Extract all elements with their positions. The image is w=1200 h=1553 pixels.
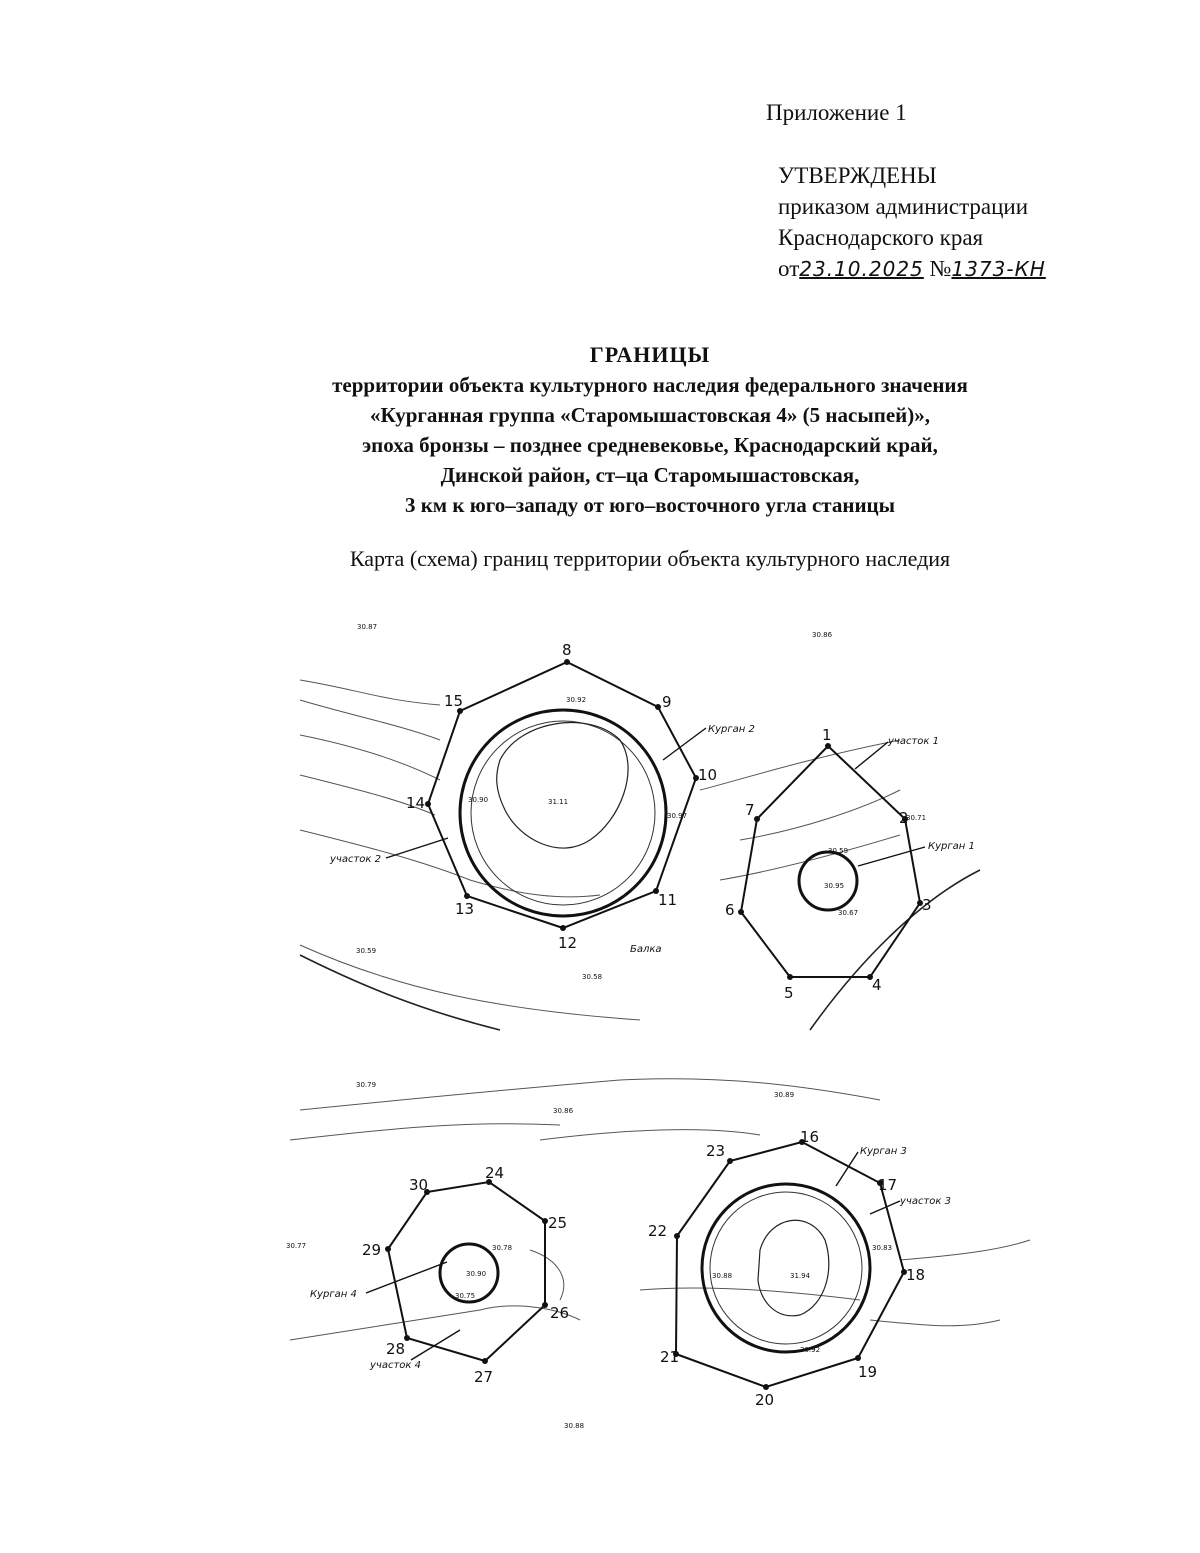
point-label-8: 8 xyxy=(562,641,572,659)
elevation-mark: 30.79 xyxy=(356,1081,377,1089)
point-label-27: 27 xyxy=(474,1368,494,1386)
point-label-29: 29 xyxy=(362,1241,382,1259)
mound-1-label: Курган 1 xyxy=(928,841,975,852)
elevation-mark: 31.94 xyxy=(790,1272,811,1280)
order-date: 23.10.2025 xyxy=(799,257,924,281)
point-label-19: 19 xyxy=(858,1363,878,1381)
point-label-18: 18 xyxy=(906,1266,926,1284)
point-label-1: 1 xyxy=(822,726,832,744)
elevation-mark: 31.11 xyxy=(548,798,569,806)
mound-2-outline xyxy=(460,710,666,916)
point-label-25: 25 xyxy=(548,1214,568,1232)
boundary-mound-1 xyxy=(741,746,920,977)
elevation-mark: 30.58 xyxy=(582,973,603,981)
point-label-11: 11 xyxy=(658,891,678,909)
number-prefix: № xyxy=(929,256,952,281)
mound-1-outline xyxy=(799,852,857,910)
feature-labels xyxy=(310,724,975,1371)
elevation-mark: 30.77 xyxy=(286,1242,307,1250)
point-label-10: 10 xyxy=(698,766,718,784)
elevation-mark: 30.67 xyxy=(838,909,859,917)
point-label-22: 22 xyxy=(648,1222,668,1240)
date-prefix: от xyxy=(778,256,800,281)
leader-lines xyxy=(366,728,925,1360)
elevation-mark: 30.86 xyxy=(553,1107,574,1115)
gully-label: Балка xyxy=(630,944,662,955)
point-label-28: 28 xyxy=(386,1340,406,1358)
elevation-mark: 30.71 xyxy=(906,814,927,822)
point-label-21: 21 xyxy=(660,1348,680,1366)
elevation-mark: 30.86 xyxy=(812,631,833,639)
point-label-17: 17 xyxy=(878,1176,898,1194)
elevation-mark: 30.90 xyxy=(466,1270,487,1278)
elevation-mark: 30.88 xyxy=(564,1422,585,1430)
point-label-7: 7 xyxy=(745,801,755,819)
area-1-label: участок 1 xyxy=(888,736,939,747)
point-label-2: 2 xyxy=(899,809,909,827)
point-label-3: 3 xyxy=(922,896,932,914)
elevation-mark: 30.87 xyxy=(357,623,378,631)
elevation-mark: 30.90 xyxy=(468,796,489,804)
mound-2-inner-ring xyxy=(471,721,655,905)
map-caption: Карта (схема) границ территории объекта культурного наследия xyxy=(349,546,951,571)
point-label-23: 23 xyxy=(706,1142,726,1160)
elevation-mark: 30.88 xyxy=(712,1272,733,1280)
approved-heading: УТВЕРЖДЕНЫ xyxy=(778,163,937,188)
point-label-5: 5 xyxy=(784,984,794,1002)
point-label-30: 30 xyxy=(409,1176,429,1194)
area-2-label: участок 2 xyxy=(330,854,381,865)
point-label-6: 6 xyxy=(725,901,735,919)
approved-region: Краснодарского края xyxy=(778,225,984,250)
point-label-4: 4 xyxy=(872,976,882,994)
point-label-20: 20 xyxy=(755,1391,775,1409)
mound-2-top-contour xyxy=(497,723,628,848)
elevation-mark: 30.59 xyxy=(356,947,377,955)
title-line-5: 3 км к юго–западу от юго–восточного угла станицы xyxy=(404,493,896,517)
elevation-mark: 30.78 xyxy=(492,1244,513,1252)
mound-4-label: Курган 4 xyxy=(310,1289,357,1300)
order-number: 1373-КН xyxy=(951,257,1046,281)
point-label-26: 26 xyxy=(550,1304,570,1322)
elevation-mark: 30.95 xyxy=(824,882,845,890)
point-label-15: 15 xyxy=(444,692,464,710)
title-line-4: Динской район, ст–ца Старомышастовская, xyxy=(440,463,860,487)
point-label-14: 14 xyxy=(406,794,426,812)
elevation-mark: 30.92 xyxy=(566,696,587,704)
title-line-1: территории объекта культурного наследия федерального значения xyxy=(332,373,968,397)
point-label-16: 16 xyxy=(800,1128,820,1146)
mound-3-label: Курган 3 xyxy=(860,1146,907,1157)
mound-3-inner-ring xyxy=(710,1192,862,1344)
elevation-mark: 30.97 xyxy=(667,812,688,820)
title-line-3: эпоха бронзы – позднее средневековье, Краснодарский край, xyxy=(362,433,938,457)
approved-by-order: приказом администрации xyxy=(778,194,1029,219)
area-4-label: участок 4 xyxy=(370,1360,421,1371)
title-main: ГРАНИЦЫ xyxy=(589,342,711,367)
appendix-label: Приложение 1 xyxy=(766,100,907,125)
elevation-mark: 30.92 xyxy=(800,1346,821,1354)
point-label-12: 12 xyxy=(558,934,578,952)
elevation-mark: 30.75 xyxy=(455,1292,476,1300)
mound-2-label: Курган 2 xyxy=(708,724,755,735)
elevation-mark: 30.59 xyxy=(828,847,849,855)
point-label-9: 9 xyxy=(662,693,672,711)
mound-3-outline xyxy=(702,1184,870,1352)
point-label-13: 13 xyxy=(455,900,475,918)
point-label-24: 24 xyxy=(485,1164,505,1182)
area-3-label: участок 3 xyxy=(900,1196,951,1207)
elevation-mark: 30.89 xyxy=(774,1091,795,1099)
elevation-mark: 30.83 xyxy=(872,1244,893,1252)
mound-3-top-contour xyxy=(758,1220,829,1315)
title-line-2: «Курганная группа «Старомышастовская 4» (5 насыпей)», xyxy=(369,403,930,427)
